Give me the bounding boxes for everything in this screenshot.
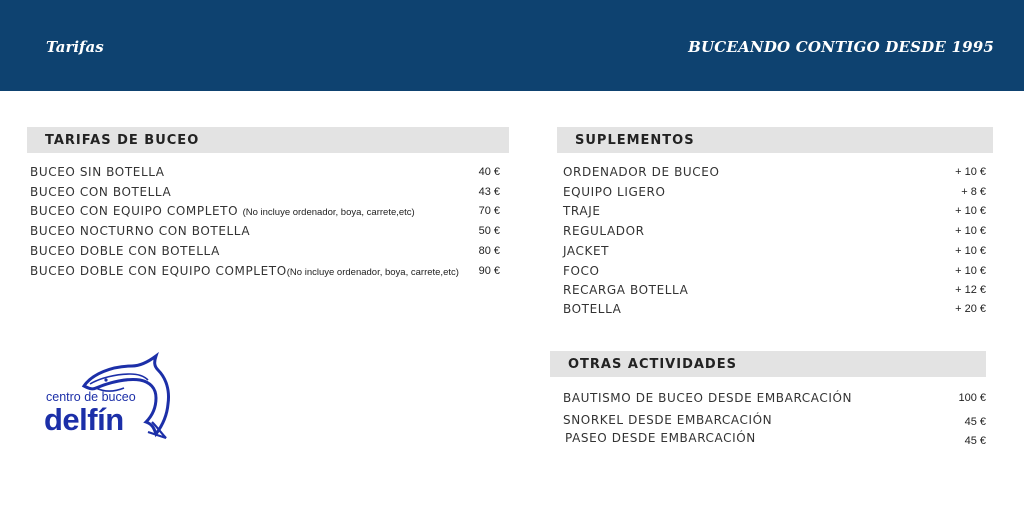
item-price: + 10 € [955,166,986,178]
item-price: + 10 € [955,245,986,257]
logo-name: delfín [44,402,124,437]
item-price: 45 € [964,435,986,447]
delfin-logo [40,352,180,442]
price-row [563,244,986,262]
item-price: 70 € [478,205,500,217]
item-label: BUCEO NOCTURNO CON BOTELLA [30,224,251,238]
item-label: EQUIPO LIGERO [563,185,666,199]
item-price: 45 € [964,416,986,428]
tarifas-heading-bar [27,127,509,153]
item-label: BUCEO DOBLE CON EQUIPO COMPLETO [30,264,287,278]
price-row [563,185,986,203]
price-row [30,264,500,282]
item-price: + 10 € [955,265,986,277]
item-label: BUCEO SIN BOTELLA [30,165,165,179]
item-label: FOCO [563,264,600,278]
price-row [563,413,986,431]
page-title: Tarifas [46,38,104,56]
header-bar [0,0,1024,91]
otras-heading: OTRAS ACTIVIDADES [568,357,737,372]
item-label: BOTELLA [563,302,622,316]
price-row [30,224,500,242]
item-label: PASEO DESDE EMBARCACIÓN [565,431,756,445]
item-label: TRAJE [563,204,601,218]
logo-subtitle: centro de buceo [46,390,136,404]
tarifas-heading: TARIFAS DE BUCEO [45,133,200,148]
item-note: (No incluye ordenador, boya, carrete,etc) [286,267,459,278]
otras-heading-bar [550,351,986,377]
item-price: 43 € [478,186,500,198]
item-price: 50 € [478,225,500,237]
item-label: BUCEO DOBLE CON BOTELLA [30,244,220,258]
item-price: + 10 € [955,225,986,237]
item-label: REGULADOR [563,224,645,238]
item-label: BUCEO CON BOTELLA [30,185,172,199]
item-price: 90 € [478,265,500,277]
suplementos-heading-bar [557,127,993,153]
item-note: (No incluye ordenador, boya, carrete,etc) [242,207,415,218]
item-label: BAUTISMO DE BUCEO DESDE EMBARCACIÓN [563,391,853,405]
tagline: BUCEANDO CONTIGO DESDE 1995 [688,38,994,56]
item-price: 40 € [478,166,500,178]
price-row [30,185,500,203]
price-row [565,431,986,449]
item-price: + 10 € [955,205,986,217]
item-label: JACKET [563,244,610,258]
item-label: BUCEO CON EQUIPO COMPLETO [30,204,239,218]
item-price: 80 € [478,245,500,257]
item-price: + 8 € [961,186,986,198]
item-price: 100 € [958,392,986,404]
suplementos-heading: SUPLEMENTOS [575,133,695,148]
item-price: + 12 € [955,284,986,296]
item-label: SNORKEL DESDE EMBARCACIÓN [563,413,773,427]
price-row [563,165,986,183]
price-row [563,283,986,301]
item-label: RECARGA BOTELLA [563,283,689,297]
price-row [563,302,986,320]
price-row [30,204,500,222]
price-row [30,244,500,262]
item-label: ORDENADOR DE BUCEO [563,165,720,179]
price-row [563,391,986,409]
item-price: + 20 € [955,303,986,315]
price-row [563,264,986,282]
price-row [563,224,986,242]
price-row [563,204,986,222]
price-row [30,165,500,183]
